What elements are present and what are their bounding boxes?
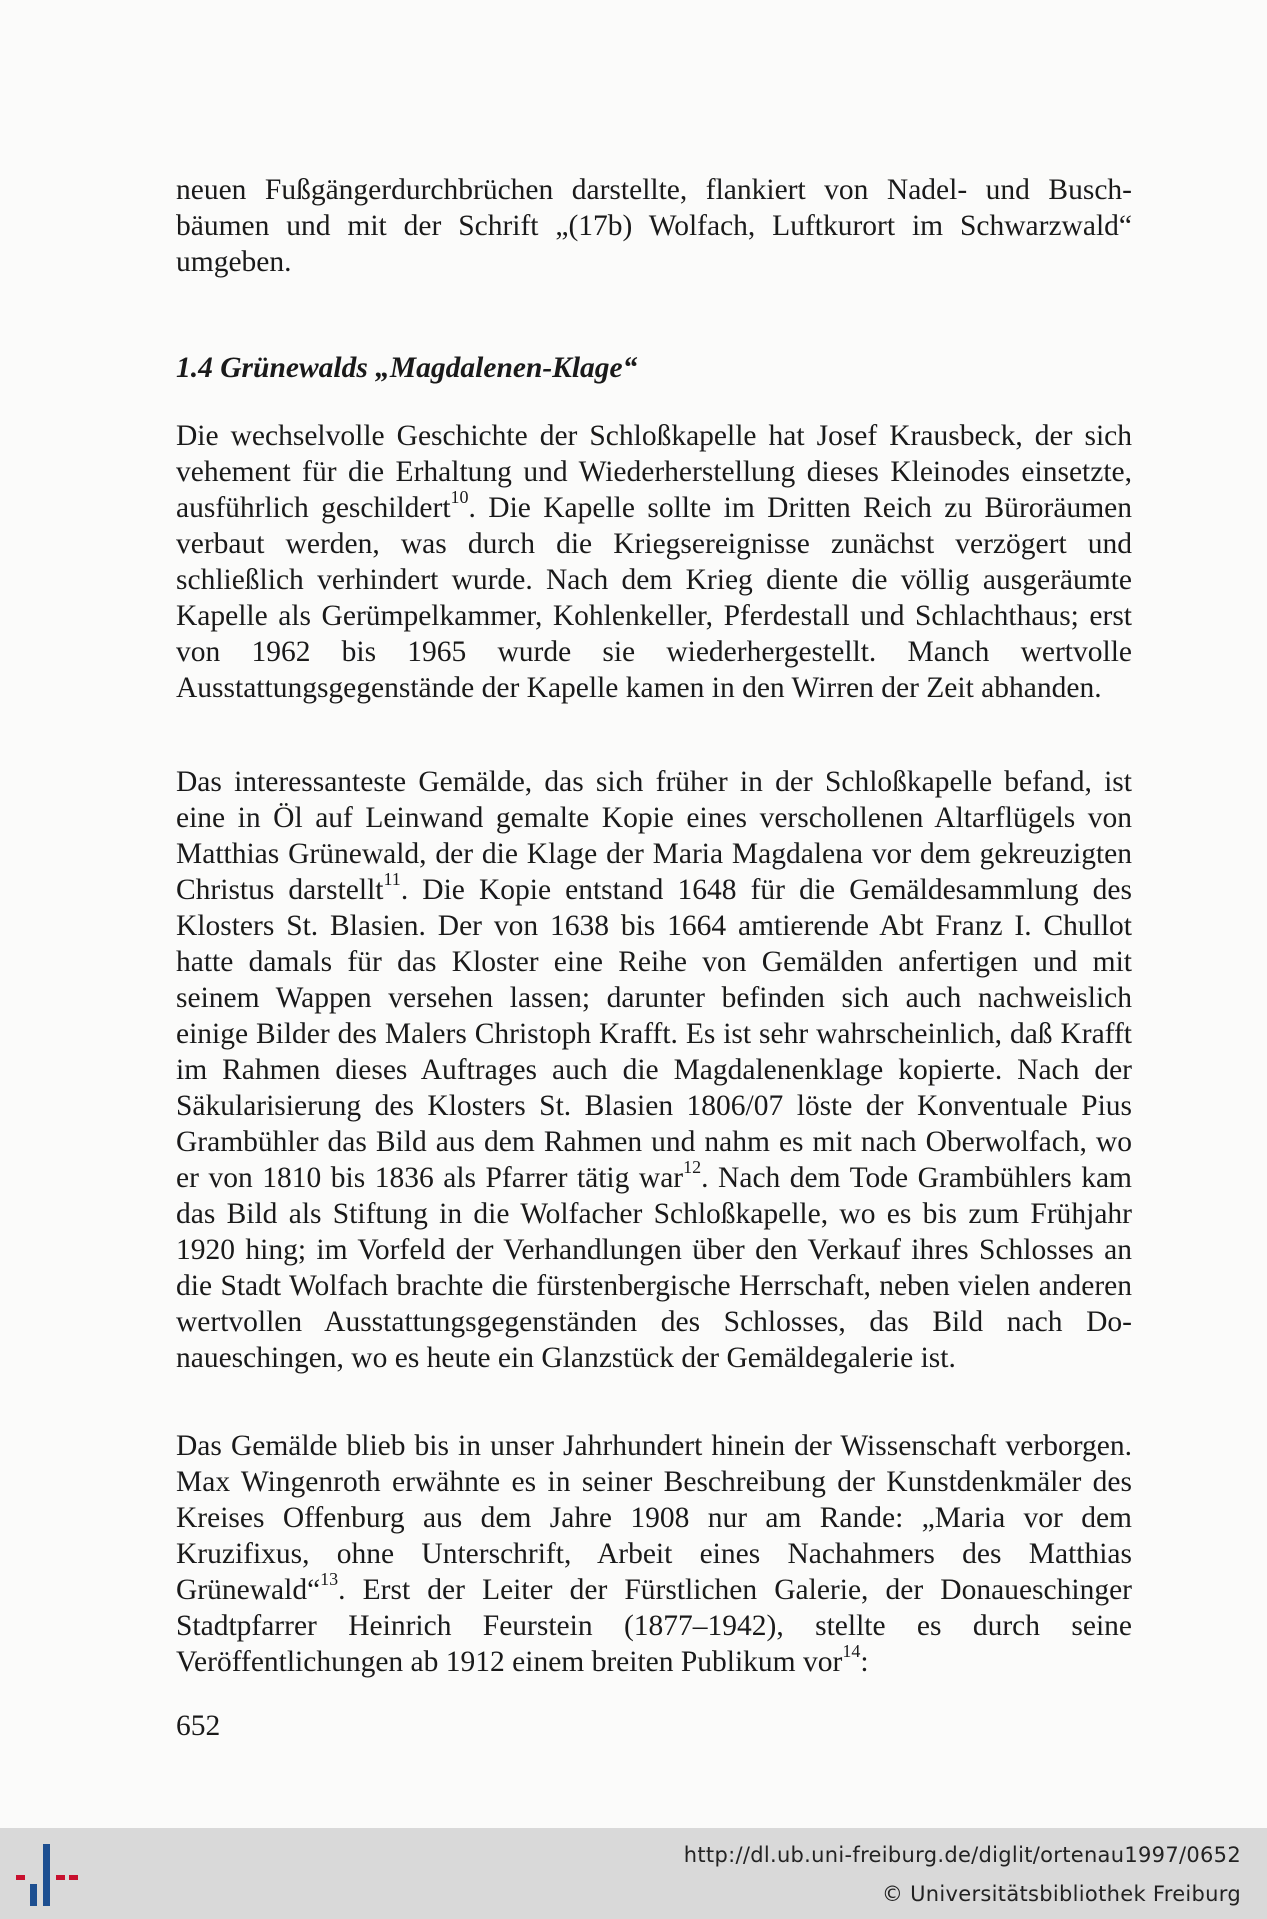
footnote-ref-10[interactable]: 10 [450,487,469,508]
paragraph-2-text-a: Das interessanteste Gemälde, das sich früher in der Schloßkapelle befand, ist eine in Öl auf Leinwand gemalte Kopie eines verschollenen Altarflügels von Matthias Grünewald, der die Klage der Maria Magdalena vor dem gekreuzigten Christus darstellt [176,766,1132,906]
page-number: 652 [176,1710,221,1742]
paragraph-1-text-b: . Die Kapelle sollte im Dritten Reich zu Büroräumen verbaut werden, was durch die Kriegsereignisse zunächst verzögert und schließlich verhindert wurde. Nach dem Krieg diente die völlig ausgeräumte Kapelle als Gerümpelkammer, Kohlenkeller, Pferdestall und Schlachthaus; erst von 1962 bis 1965 wurde sie wiederhergestellt. Manch wertvolle Ausstattungsgegenstände der Kapelle kamen in den Wirren der Zeit abhanden. [176,492,1132,704]
footnote-ref-11[interactable]: 11 [383,869,401,890]
paragraph-2-text-b: . Die Kopie entstand 1648 für die Gemäldesammlung des Klosters St. Blasien. Der von 1638 bis 1664 amtierende Abt Franz I. Chullot hatte damals für das Kloster eine Reihe von Gemälden anfertigen und mit seinem Wappen versehen lassen; darunter befinden sich auch nachweislich einige Bilder des Malers Christoph Krafft. Es ist sehr wahrscheinlich, daß Krafft im Rahmen dieses Auftrages auch die Magdalenenklage kopierte. Nach der Säkularisierung des Klosters St. Blasien 1806/07 löste der Konventuale Pius Grambühler das Bild aus dem Rahmen und nahm es mit nach Oberwolfach, wo er von 1810 bis 1836 als Pfarrer tätig war [176,874,1132,1194]
footnote-ref-12[interactable]: 12 [683,1157,702,1178]
footnote-ref-14[interactable]: 14 [842,1641,861,1662]
paragraph-3-text-b: . Erst der Leiter der Fürstlichen Galerie, der Donaueschinger Stadtpfarrer Heinrich Feurstein (1877–1942), stellte es durch seine Veröffentlichungen ab 1912 einem breiten Publikum vor [176,1574,1132,1678]
paragraph-2 [176,764,1132,1376]
paragraph-3-text-a: Das Gemälde blieb bis in unser Jahrhundert hinein der Wissenschaft verborgen. Max Wingenroth erwähnte es in seiner Beschreibung der Kunstdenkmäler des Kreises Offenburg aus dem Jahre 1908 nur am Rande: „Maria vor dem Kruzifixus, ohne Unterschrift, Arbeit eines Nachahmers des Matthias Grünewald“ [176,1430,1132,1606]
footer-url-link[interactable]: http://dl.ub.uni-freiburg.de/diglit/ortenau1997/0652 [683,1843,1241,1867]
paragraph-2-text-c: . Nach dem Tode Grambühlers kam das Bild als Stiftung in die Wolfacher Schloßkapelle, wo es bis zum Frühjahr 1920 hing; im Vorfeld der Verhandlungen über den Verkauf ihres Schlosses an die Stadt Wolfach brachte die fürstenbergische Herrschaft, neben vielen anderen wertvollen Ausstattungsgegenständen des Schlosses, das Bild nach Donaueschingen, wo es heute ein Glanzstück der Gemäldegalerie ist. [176,1162,1133,1374]
paragraph-1-text-a: Die wechselvolle Geschichte der Schloßkapelle hat Josef Krausbeck, der sich vehement für die Erhaltung und Wiederherstellung dieses Kleinodes einsetzte, ausführlich geschildert [176,420,1132,524]
footnote-ref-13[interactable]: 13 [320,1569,339,1590]
footer-copyright: © Universitätsbibliothek Freiburg [881,1882,1241,1906]
paragraph-1 [176,418,1132,706]
ub-freiburg-logo-icon [12,1842,82,1908]
paragraph-3-text-c: : [860,1646,869,1678]
paragraph-3 [176,1428,1132,1680]
intro-paragraph: neuen Fußgängerdurchbrüchen darstellte, flankiert von Nadel- und Buschbäumen und mit der Schrift „(17b) Wolfach, Luftkurort im Schwarzwald“ umgeben. [176,174,1132,278]
section-heading: 1.4 Grünewalds „Magdalenen-Klage“ [176,352,638,384]
